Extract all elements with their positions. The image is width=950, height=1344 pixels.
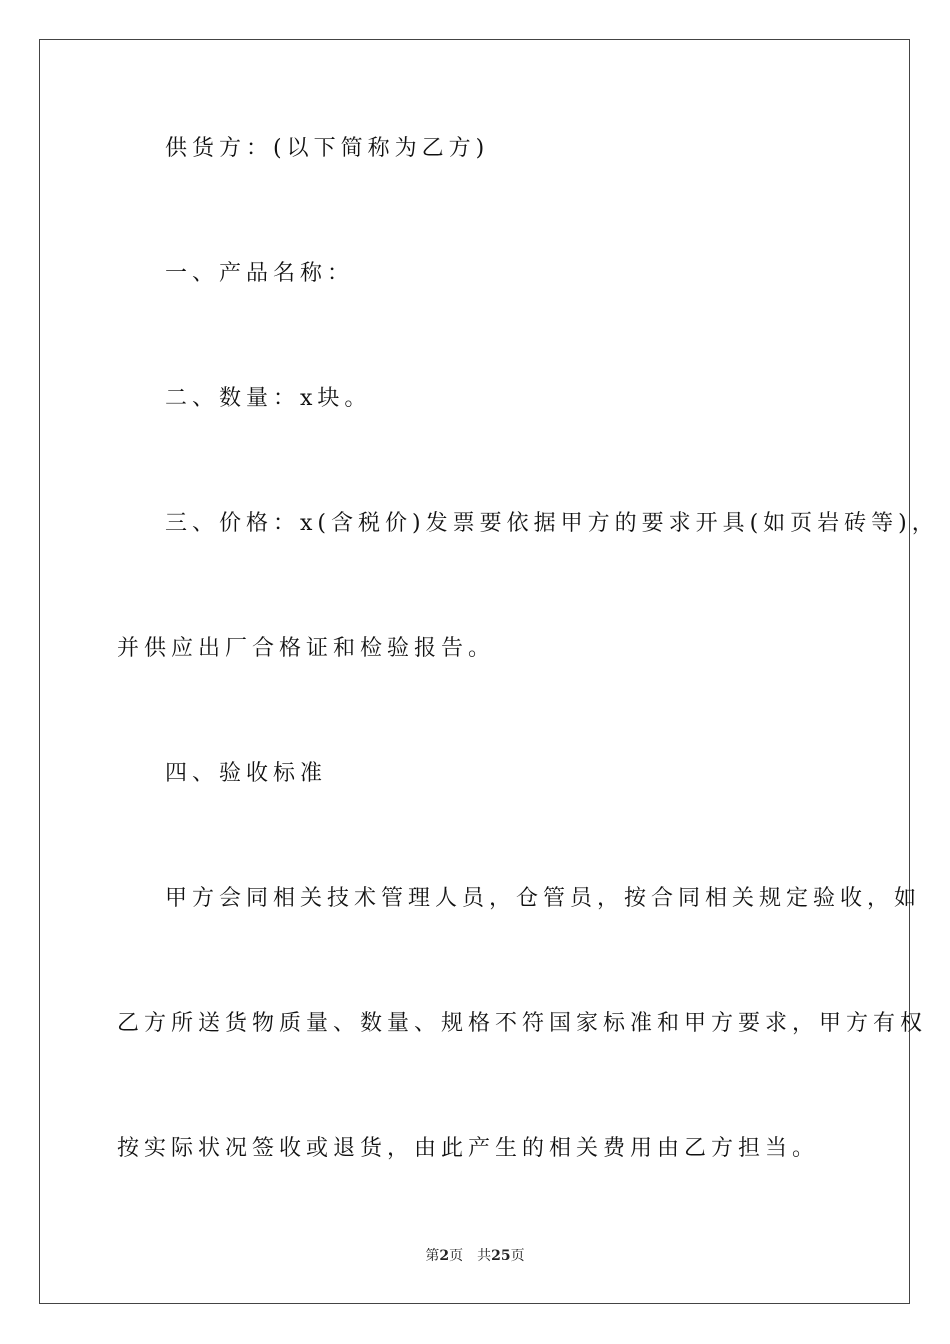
paragraph-acceptance-heading: 四、验收标准 — [165, 761, 328, 786]
paragraph-acceptance-line-3: 按实际状况签收或退货，由此产生的相关费用由乙方担当。 — [117, 1136, 820, 1161]
paragraph-quantity: 二、数量：x块。 — [165, 386, 372, 411]
paragraph-acceptance-line-1: 甲方会同相关技术管理人员，仓管员，按合同相关规定验收，如 — [165, 886, 922, 911]
paragraph-supplier: 供货方：(以下简称为乙方) — [165, 136, 490, 161]
footer-page-number: 2 — [439, 1248, 450, 1264]
footer-page-suffix: 页 — [449, 1248, 464, 1264]
paragraph-acceptance-line-2: 乙方所送货物质量、数量、规格不符国家标准和甲方要求，甲方有权 — [117, 1011, 928, 1036]
footer-total-pages: 25 — [491, 1248, 511, 1264]
footer-total-suffix: 页 — [510, 1248, 525, 1264]
paragraph-price-continued: 并供应出厂合格证和检验报告。 — [117, 636, 496, 661]
paragraph-price: 三、价格：x(含税价)发票要依据甲方的要求开具(如页岩砖等)， — [165, 511, 939, 536]
page-border — [39, 39, 910, 1304]
page-footer — [0, 1246, 950, 1266]
footer-page-prefix: 第 — [425, 1248, 440, 1264]
footer-total-prefix: 共 — [477, 1248, 492, 1264]
paragraph-product-name: 一、产品名称： — [165, 261, 355, 286]
